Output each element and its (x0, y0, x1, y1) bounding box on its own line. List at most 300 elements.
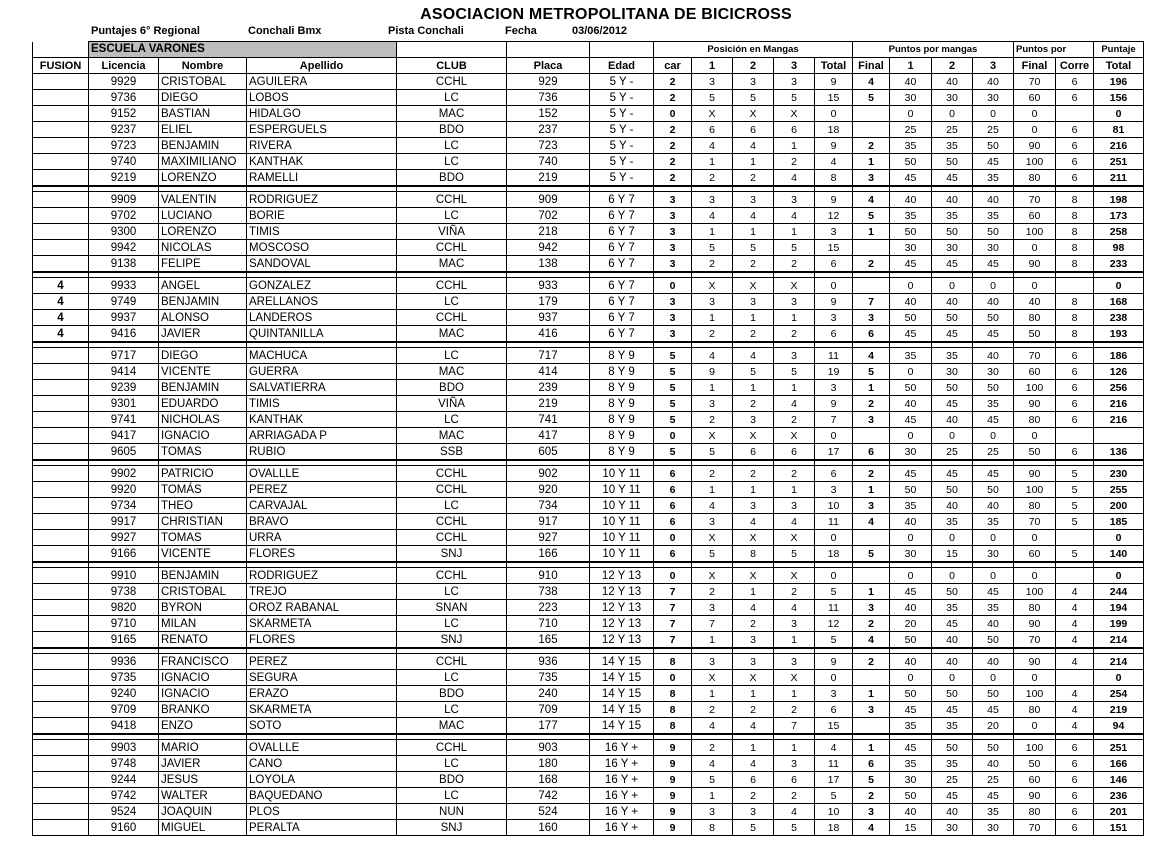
cell-corre: 8 (1056, 208, 1094, 224)
col-nombre: Nombre (159, 58, 247, 74)
cell-licencia: 9524 (89, 804, 159, 820)
cell-final-pos: 2 (853, 654, 890, 670)
cell-manga2: X (733, 428, 774, 444)
cell-corre (1056, 428, 1094, 444)
cell-puntos3: 35 (973, 208, 1014, 224)
cell-apellido: ARELLANOS (247, 294, 397, 310)
cell-manga1: 3 (692, 74, 733, 90)
cell-puntos-final: 90 (1014, 256, 1056, 273)
cell-placa: 177 (507, 718, 590, 735)
cell-edad: 12 Y 13 (590, 568, 654, 584)
cell-club: LC (397, 616, 507, 632)
col-p2: 2 (932, 58, 973, 74)
cell-puntos3: 50 (973, 740, 1014, 756)
cell-puntos1: 40 (890, 804, 932, 820)
cell-puntos2: 35 (932, 600, 973, 616)
cell-manga3: 3 (774, 192, 815, 208)
cell-total-pos: 18 (815, 122, 853, 138)
cell-nombre: LORENZO (159, 170, 247, 187)
cell-club: LC (397, 294, 507, 310)
cell-licencia: 9937 (89, 310, 159, 326)
cell-club: BDO (397, 772, 507, 788)
cell-manga2: 1 (733, 380, 774, 396)
position-group-header: Posición en Mangas (654, 42, 853, 58)
cell-puntos2: 45 (932, 702, 973, 718)
cell-apellido: TREJO (247, 584, 397, 600)
table-row (33, 170, 1144, 187)
cell-licencia: 9735 (89, 670, 159, 686)
cell-fusion (33, 90, 89, 106)
cell-manga1: 3 (692, 192, 733, 208)
cell-apellido: SALVATIERRA (247, 380, 397, 396)
cell-puntos-final: 70 (1014, 514, 1056, 530)
cell-puntos1: 45 (890, 170, 932, 187)
cell-puntaje-total: 233 (1094, 256, 1144, 273)
cell-manga2: 1 (733, 686, 774, 702)
cell-edad: 8 Y 9 (590, 364, 654, 380)
cell-puntos3: 50 (973, 224, 1014, 240)
cell-apellido: LANDEROS (247, 310, 397, 326)
cell-final-pos: 2 (853, 466, 890, 482)
header-row-top (33, 42, 1144, 58)
cell-fusion (33, 740, 89, 756)
cell-club: VIÑA (397, 396, 507, 412)
cell-manga3: 2 (774, 154, 815, 170)
cell-placa: 179 (507, 294, 590, 310)
cell-placa: 702 (507, 208, 590, 224)
cell-edad: 5 Y - (590, 170, 654, 187)
organizer-club: Conchali Bmx (248, 25, 322, 37)
cell-apellido: MOSCOSO (247, 240, 397, 256)
cell-licencia: 9239 (89, 380, 159, 396)
cell-licencia: 9929 (89, 74, 159, 90)
cell-edad: 5 Y - (590, 138, 654, 154)
cell-club: CCHL (397, 514, 507, 530)
cell-manga2: 3 (733, 632, 774, 649)
col-m1: 1 (692, 58, 733, 74)
cell-placa: 709 (507, 702, 590, 718)
cell-manga3: 6 (774, 122, 815, 138)
cell-puntos1: 30 (890, 546, 932, 563)
cell-manga2: 2 (733, 616, 774, 632)
cell-fusion (33, 670, 89, 686)
cell-nombre: CRISTOBAL (159, 584, 247, 600)
cell-placa: 168 (507, 772, 590, 788)
cell-club: LC (397, 788, 507, 804)
cell-licencia: 9152 (89, 106, 159, 122)
table-row (33, 820, 1144, 836)
cell-fusion (33, 482, 89, 498)
cell-puntos2: 35 (932, 756, 973, 772)
table-row (33, 348, 1144, 364)
cell-manga1: X (692, 428, 733, 444)
cell-edad: 6 Y 7 (590, 208, 654, 224)
cell-club: CCHL (397, 482, 507, 498)
cell-final-pos: 4 (853, 514, 890, 530)
cell-placa: 910 (507, 568, 590, 584)
cell-puntos3: 35 (973, 514, 1014, 530)
cell-final-pos: 1 (853, 686, 890, 702)
cell-final-pos (853, 428, 890, 444)
cell-car: 0 (654, 670, 692, 686)
table-row (33, 654, 1144, 670)
cell-puntaje-total: 0 (1094, 530, 1144, 546)
cell-total-pos: 15 (815, 240, 853, 256)
cell-licencia: 9741 (89, 412, 159, 428)
cell-corre: 6 (1056, 364, 1094, 380)
cell-total-pos: 7 (815, 412, 853, 428)
cell-licencia: 9749 (89, 294, 159, 310)
cell-nombre: ALONSO (159, 310, 247, 326)
cell-car: 3 (654, 310, 692, 326)
cell-manga3: 3 (774, 498, 815, 514)
cell-puntos-final: 60 (1014, 772, 1056, 788)
col-corre: Corre (1056, 58, 1094, 74)
cell-licencia: 9237 (89, 122, 159, 138)
table-row (33, 208, 1144, 224)
cell-car: 6 (654, 482, 692, 498)
cell-puntos-final: 100 (1014, 686, 1056, 702)
cell-corre: 6 (1056, 772, 1094, 788)
cell-edad: 8 Y 9 (590, 444, 654, 461)
cell-club: BDO (397, 380, 507, 396)
cell-manga1: 2 (692, 256, 733, 273)
cell-car: 7 (654, 584, 692, 600)
cell-edad: 8 Y 9 (590, 396, 654, 412)
cell-edad: 12 Y 13 (590, 600, 654, 616)
cell-total-pos: 3 (815, 482, 853, 498)
cell-puntos-final: 80 (1014, 170, 1056, 187)
cell-manga3: 1 (774, 740, 815, 756)
cell-total-pos: 9 (815, 138, 853, 154)
cell-puntos3: 40 (973, 192, 1014, 208)
cell-manga1: 2 (692, 170, 733, 187)
cell-puntos3: 45 (973, 466, 1014, 482)
cell-manga1: 2 (692, 326, 733, 343)
cell-puntos3: 45 (973, 584, 1014, 600)
table-row (33, 718, 1144, 735)
cell-fusion (33, 348, 89, 364)
cell-puntos1: 0 (890, 428, 932, 444)
cell-apellido: LOYOLA (247, 772, 397, 788)
cell-final-pos: 3 (853, 412, 890, 428)
cell-final-pos: 1 (853, 224, 890, 240)
table-row (33, 772, 1144, 788)
cell-manga2: 1 (733, 584, 774, 600)
cell-apellido: SEGURA (247, 670, 397, 686)
cell-total-pos: 15 (815, 90, 853, 106)
cell-puntaje-total: 198 (1094, 192, 1144, 208)
cell-car: 8 (654, 686, 692, 702)
cell-placa: 166 (507, 546, 590, 563)
cell-manga3: 4 (774, 804, 815, 820)
cell-puntos1: 0 (890, 670, 932, 686)
cell-club: MAC (397, 718, 507, 735)
cell-fusion (33, 154, 89, 170)
cell-edad: 16 Y + (590, 820, 654, 836)
cell-puntaje-total: 216 (1094, 396, 1144, 412)
table-row (33, 702, 1144, 718)
cell-puntos2: 50 (932, 154, 973, 170)
cell-manga3: 2 (774, 788, 815, 804)
cell-fusion (33, 820, 89, 836)
cell-manga2: 2 (733, 396, 774, 412)
cell-puntos1: 30 (890, 444, 932, 461)
cell-edad: 10 Y 11 (590, 546, 654, 563)
cell-manga2: 3 (733, 294, 774, 310)
cell-manga2: 8 (733, 546, 774, 563)
cell-placa: 223 (507, 600, 590, 616)
cell-apellido: ESPERGUELS (247, 122, 397, 138)
cell-placa: 219 (507, 396, 590, 412)
cell-manga3: X (774, 106, 815, 122)
cell-nombre: EDUARDO (159, 396, 247, 412)
cell-puntos3: 45 (973, 154, 1014, 170)
cell-club: LC (397, 702, 507, 718)
cell-puntos1: 50 (890, 224, 932, 240)
cell-placa: 414 (507, 364, 590, 380)
cell-manga3: 2 (774, 326, 815, 343)
cell-nombre: TOMAS (159, 530, 247, 546)
cell-manga3: 5 (774, 546, 815, 563)
cell-puntos1: 0 (890, 364, 932, 380)
cell-nombre: VICENTE (159, 364, 247, 380)
table-row (33, 514, 1144, 530)
cell-puntos-final: 0 (1014, 240, 1056, 256)
cell-corre: 6 (1056, 444, 1094, 461)
cell-final-pos (853, 670, 890, 686)
cell-puntaje-total: 230 (1094, 466, 1144, 482)
cell-licencia: 9903 (89, 740, 159, 756)
cell-manga2: 4 (733, 348, 774, 364)
cell-edad: 10 Y 11 (590, 530, 654, 546)
cell-placa: 138 (507, 256, 590, 273)
cell-corre: 4 (1056, 616, 1094, 632)
cell-club: CCHL (397, 240, 507, 256)
cell-nombre: WALTER (159, 788, 247, 804)
col-edad: Edad (590, 58, 654, 74)
cell-manga2: 4 (733, 600, 774, 616)
cell-puntos1: 50 (890, 310, 932, 326)
cell-puntos1: 35 (890, 138, 932, 154)
cell-licencia: 9748 (89, 756, 159, 772)
cell-puntos2: 50 (932, 686, 973, 702)
cell-fusion (33, 718, 89, 735)
cell-car: 8 (654, 654, 692, 670)
cell-edad: 10 Y 11 (590, 466, 654, 482)
cell-final-pos: 5 (853, 364, 890, 380)
cell-licencia: 9300 (89, 224, 159, 240)
cell-apellido: BRAVO (247, 514, 397, 530)
cell-puntaje-total: 146 (1094, 772, 1144, 788)
cell-nombre: LUCIANO (159, 208, 247, 224)
cell-puntos3: 35 (973, 170, 1014, 187)
cell-fusion (33, 788, 89, 804)
cell-puntos3: 40 (973, 616, 1014, 632)
cell-total-pos: 9 (815, 74, 853, 90)
cell-manga2: 3 (733, 412, 774, 428)
cell-placa: 218 (507, 224, 590, 240)
cell-puntos2: 50 (932, 482, 973, 498)
cell-manga3: 6 (774, 444, 815, 461)
cell-final-pos: 3 (853, 804, 890, 820)
table-row (33, 616, 1144, 632)
cell-puntos1: 40 (890, 396, 932, 412)
cell-corre (1056, 106, 1094, 122)
cell-puntos1: 40 (890, 294, 932, 310)
cell-placa: 734 (507, 498, 590, 514)
cell-apellido: OVALLLE (247, 466, 397, 482)
cell-puntos-final: 90 (1014, 466, 1056, 482)
cell-corre: 6 (1056, 740, 1094, 756)
cell-puntos2: 25 (932, 444, 973, 461)
cell-total-pos: 4 (815, 154, 853, 170)
cell-placa: 219 (507, 170, 590, 187)
cell-puntos1: 25 (890, 122, 932, 138)
cell-puntos2: 0 (932, 428, 973, 444)
cell-manga1: 4 (692, 756, 733, 772)
cell-licencia: 9942 (89, 240, 159, 256)
cell-puntos2: 50 (932, 224, 973, 240)
cell-club: LC (397, 670, 507, 686)
cell-licencia: 9738 (89, 584, 159, 600)
cell-nombre: NICHOLAS (159, 412, 247, 428)
cell-nombre: BYRON (159, 600, 247, 616)
cell-edad: 14 Y 15 (590, 718, 654, 735)
cell-manga3: X (774, 530, 815, 546)
cell-total-pos: 9 (815, 654, 853, 670)
cell-puntaje-total: 258 (1094, 224, 1144, 240)
table-row (33, 466, 1144, 482)
cell-puntos3: 50 (973, 138, 1014, 154)
cell-total-pos: 11 (815, 348, 853, 364)
cell-puntos2: 40 (932, 632, 973, 649)
cell-car: 3 (654, 208, 692, 224)
cell-manga2: X (733, 670, 774, 686)
cell-puntos-final: 60 (1014, 208, 1056, 224)
cell-licencia: 9902 (89, 466, 159, 482)
cell-manga3: 1 (774, 632, 815, 649)
cell-puntos3: 25 (973, 444, 1014, 461)
cell-fusion (33, 530, 89, 546)
cell-puntaje-total: 236 (1094, 788, 1144, 804)
cell-puntaje-total: 94 (1094, 718, 1144, 735)
cell-final-pos: 6 (853, 756, 890, 772)
cell-fusion (33, 396, 89, 412)
cell-club: CCHL (397, 192, 507, 208)
cell-car: 0 (654, 428, 692, 444)
col-licencia: Licencia (89, 58, 159, 74)
cell-puntos1: 0 (890, 568, 932, 584)
cell-nombre: JAVIER (159, 756, 247, 772)
cell-manga2: 3 (733, 192, 774, 208)
cell-placa: 937 (507, 310, 590, 326)
cell-final-pos: 5 (853, 90, 890, 106)
cell-final-pos: 3 (853, 310, 890, 326)
cell-apellido: ERAZO (247, 686, 397, 702)
cell-total-pos: 3 (815, 224, 853, 240)
cell-puntos2: 25 (932, 772, 973, 788)
cell-licencia: 9414 (89, 364, 159, 380)
cell-final-pos (853, 568, 890, 584)
cell-puntos-final: 0 (1014, 568, 1056, 584)
cell-manga3: 3 (774, 756, 815, 772)
cell-apellido: TIMIS (247, 396, 397, 412)
cell-puntos3: 40 (973, 654, 1014, 670)
table-row (33, 310, 1144, 326)
cell-puntos1: 40 (890, 514, 932, 530)
cell-puntaje-total: 196 (1094, 74, 1144, 90)
cell-nombre: IGNACIO (159, 428, 247, 444)
cell-puntos-final: 60 (1014, 364, 1056, 380)
cell-car: 0 (654, 530, 692, 546)
cell-puntos-final: 70 (1014, 74, 1056, 90)
cell-puntos1: 30 (890, 90, 932, 106)
cell-puntos1: 45 (890, 584, 932, 600)
cell-puntaje-total: 168 (1094, 294, 1144, 310)
cell-puntos-final: 40 (1014, 294, 1056, 310)
cell-corre: 6 (1056, 138, 1094, 154)
cell-corre: 5 (1056, 466, 1094, 482)
cell-edad: 6 Y 7 (590, 326, 654, 343)
cell-puntos-final: 80 (1014, 498, 1056, 514)
cell-edad: 16 Y + (590, 788, 654, 804)
table-row (33, 138, 1144, 154)
cell-manga3: 4 (774, 600, 815, 616)
cell-fusion (33, 584, 89, 600)
cell-puntos3: 50 (973, 380, 1014, 396)
cell-corre: 4 (1056, 718, 1094, 735)
cell-car: 9 (654, 804, 692, 820)
table-row (33, 74, 1144, 90)
cell-corre: 6 (1056, 412, 1094, 428)
cell-apellido: RODRIGUEZ (247, 192, 397, 208)
cell-car: 8 (654, 702, 692, 718)
cell-apellido: HIDALGO (247, 106, 397, 122)
table-row (33, 278, 1144, 294)
cell-placa: 903 (507, 740, 590, 756)
cell-puntos1: 40 (890, 600, 932, 616)
event-info (0, 25, 1169, 39)
cell-total-pos: 6 (815, 326, 853, 343)
cell-puntos2: 30 (932, 820, 973, 836)
table-row (33, 740, 1144, 756)
cell-nombre: JESUS (159, 772, 247, 788)
cell-manga1: X (692, 106, 733, 122)
cell-puntos2: 45 (932, 396, 973, 412)
cell-puntos2: 0 (932, 106, 973, 122)
cell-puntos-final: 50 (1014, 326, 1056, 343)
cell-nombre: LORENZO (159, 224, 247, 240)
cell-puntaje-total: 251 (1094, 154, 1144, 170)
cell-puntos3: 45 (973, 788, 1014, 804)
col-m2: 2 (733, 58, 774, 74)
cell-puntos2: 35 (932, 348, 973, 364)
col-total: Total (815, 58, 853, 74)
cell-corre (1056, 530, 1094, 546)
cell-final-pos: 3 (853, 702, 890, 718)
cell-fusion (33, 138, 89, 154)
cell-final-pos (853, 278, 890, 294)
cell-corre: 6 (1056, 74, 1094, 90)
cell-edad: 6 Y 7 (590, 224, 654, 240)
cell-licencia: 9717 (89, 348, 159, 364)
cell-club: LC (397, 584, 507, 600)
cell-puntos2: 0 (932, 568, 973, 584)
cell-puntos2: 45 (932, 616, 973, 632)
cell-puntos2: 40 (932, 804, 973, 820)
cell-puntos3: 25 (973, 772, 1014, 788)
